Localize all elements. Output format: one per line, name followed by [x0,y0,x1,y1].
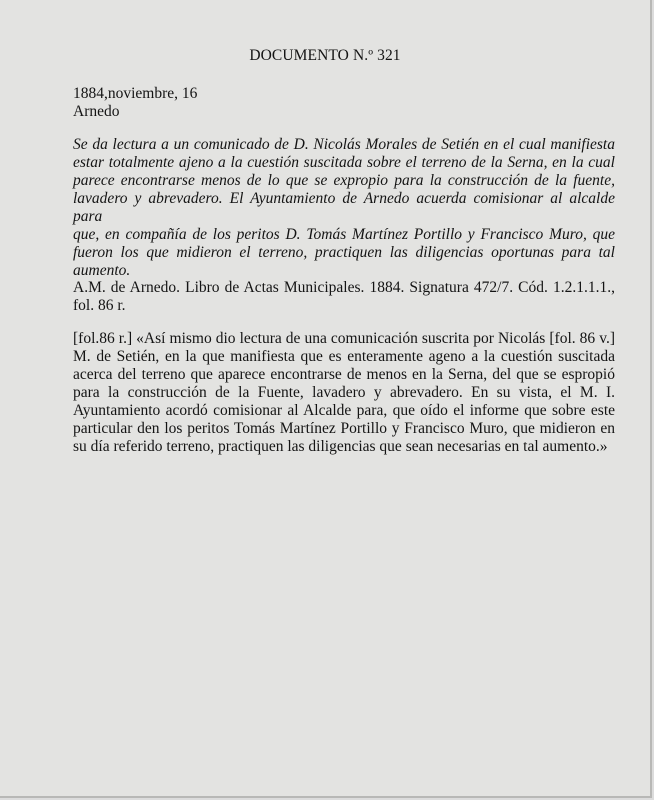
summary-line: Se da lectura a un comunicado de D. Nicolás Morales de Setién en el cual manifiesta [73,136,615,153]
source-line: fol. 86 r. [73,297,126,314]
summary-line: aumento. [73,262,131,279]
summary-line: lavadero y abrevadero. El Ayuntamiento de Arnedo acuerda comisionar al alcalde para [73,190,615,225]
transcription-line: M. de Setién, en la que manifiesta que es enteramente ageno a la cuestión suscitada [73,348,615,365]
source-line: A.M. de Arnedo. Libro de Actas Municipales. 1884. Signatura 472/7. Cód. 1.2.1.1.1., [73,279,615,296]
document-title: DOCUMENTO N.º 321 [249,47,401,64]
document-header [73,85,197,121]
transcription-line: su día referido terreno, practiquen las diligencias que sean necesarias en tal aumento.» [73,438,608,455]
document-place: Arnedo [73,103,120,120]
transcription-line: Ayuntamiento acordó comisionar al Alcalde para, que oído el informe que sobre este [73,402,615,419]
document-source [73,279,615,315]
summary-line: que, en compañía de los peritos D. Tomás Martínez Portillo y Francisco Muro, que [73,226,615,243]
summary-line: fueron los que midieron el terreno, practiquen las diligencias oportunas para tal [73,244,615,261]
document-summary [73,136,615,280]
transcription-line: acerca del terreno que aparece encontrarse de menos en la Serna, del que se espropió [73,366,615,383]
transcription-line: particular den los peritos Tomás Martínez Portillo y Francisco Muro, que midieron en [73,420,615,437]
document-transcription [73,330,615,456]
summary-line: estar totalmente ajeno a la cuestión suscitada sobre el terreno de la Serna, en la cual [73,154,615,171]
transcription-line: [fol.86 r.] «Así mismo dio lectura de una comunicación suscrita por Nicolás [fol. 86 v.] [73,330,615,347]
document-date: 1884,noviembre, 16 [73,85,198,102]
summary-line: parece encontrarse menos de lo que se expropio para la construcción de la fuente, [73,172,615,189]
transcription-line: para la construcción de la Fuente, lavadero y abrevadero. En su vista, el M. I. [73,384,615,401]
